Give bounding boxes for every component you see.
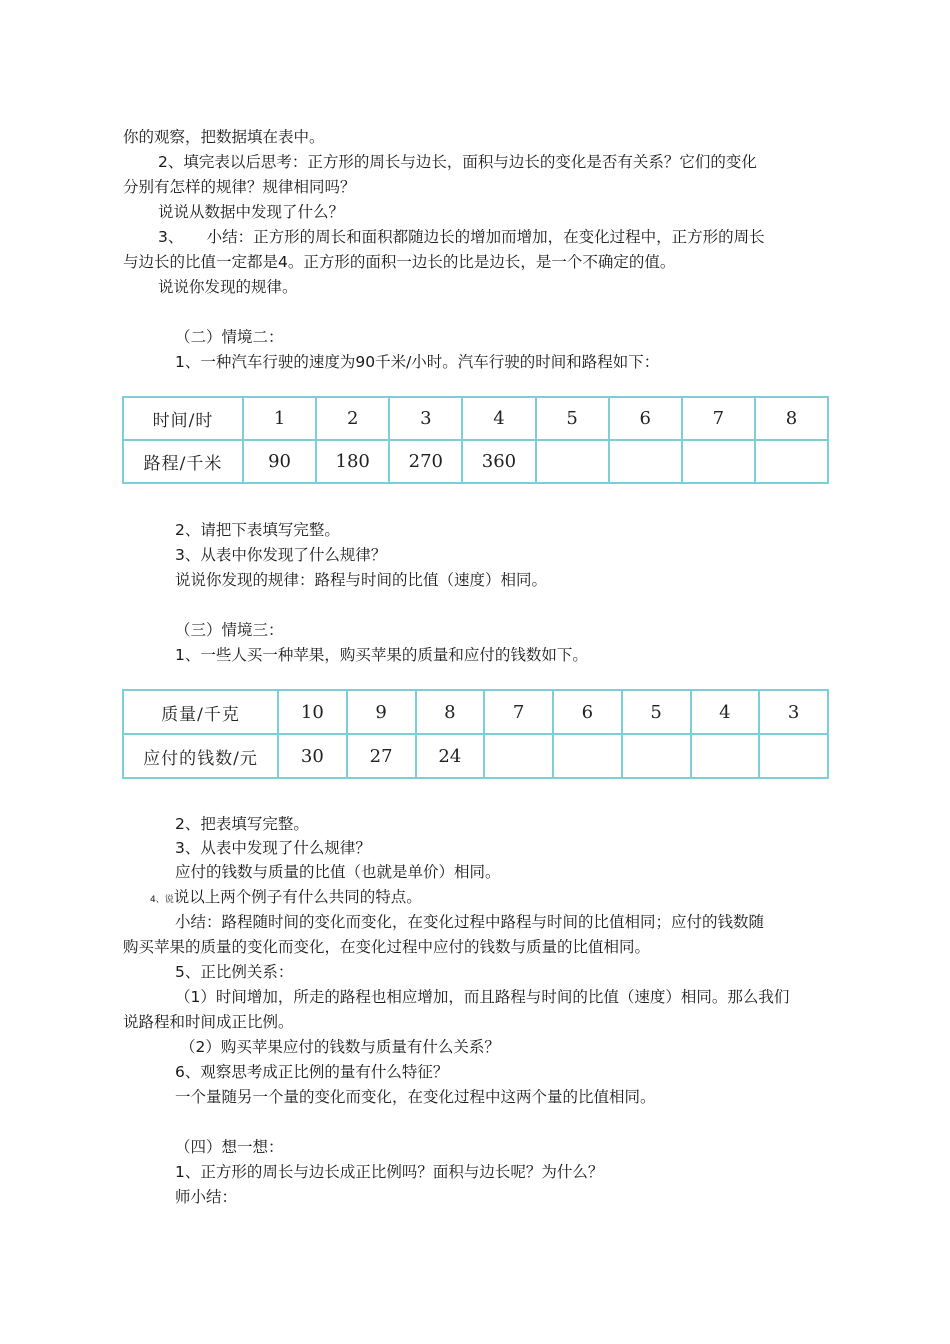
text-line: 与边长的比值一定都是4。正方形的面积一边长的比是边长，是一个不确定的值。: [123, 253, 676, 271]
table-cell: 360: [462, 440, 535, 483]
table-row: [123, 397, 828, 440]
table-cell: 24: [416, 734, 485, 778]
text-line: 1、正方形的周长与边长成正比例吗？面积与边长呢？为什么？: [175, 1163, 604, 1181]
text-line: （2）购买苹果应付的钱数与质量有什么关系？: [180, 1038, 500, 1056]
time-distance-table: [122, 396, 829, 484]
table-cell: [536, 440, 609, 483]
text-line: 2、把表填写完整。: [175, 815, 309, 833]
table-cell: 质量/千克: [123, 690, 278, 734]
table-cell: 90: [243, 440, 316, 483]
table-cell: 27: [347, 734, 416, 778]
text-line: 说说你发现的规律。: [158, 278, 298, 296]
table-cell: 7: [484, 690, 553, 734]
table-cell: 3: [389, 397, 462, 440]
table-cell: [682, 440, 755, 483]
text-line: 分别有怎样的规律？规律相同吗？: [123, 178, 356, 196]
text-line: 说说你发现的规律：路程与时间的比值（速度）相同。: [175, 571, 548, 589]
table-cell: 1: [243, 397, 316, 440]
table-cell: 4: [462, 397, 535, 440]
table-cell: 7: [682, 397, 755, 440]
text-line: 说路程和时间成正比例。: [123, 1013, 294, 1031]
table-cell: 3: [759, 690, 828, 734]
text-line: 小结：路程随时间的变化而变化，在变化过程中路程与时间的比值相同；应付的钱数随: [175, 913, 765, 931]
text-fragment: 说以上两个例子有什么共同的特点。: [173, 888, 422, 906]
text-line: 2、填完表以后思考：正方形的周长与边长，面积与边长的变化是否有关系？它们的变化: [158, 153, 757, 171]
section-heading: （二）情境二：: [175, 328, 284, 346]
table-cell: 4: [691, 690, 760, 734]
table-cell: [609, 440, 682, 483]
table-cell: 10: [278, 690, 347, 734]
text-line: 你的观察，把数据填在表中。: [123, 128, 325, 146]
text-line: 购买苹果的质量的变化而变化，在变化过程中应付的钱数与质量的比值相同。: [123, 938, 651, 956]
text-line: 说说从数据中发现了什么？: [158, 203, 345, 221]
table-cell: [759, 734, 828, 778]
table-cell: 180: [316, 440, 389, 483]
text-line: 2、请把下表填写完整。: [175, 521, 340, 539]
text-line: 6、观察思考成正比例的量有什么特征？: [175, 1063, 449, 1081]
table-cell: 8: [755, 397, 828, 440]
text-line: 1、一种汽车行驶的速度为90千米/小时。汽车行驶的时间和路程如下：: [175, 353, 660, 371]
table-cell: 6: [609, 397, 682, 440]
text-line: 5、正比例关系：: [175, 963, 294, 981]
text-line: 应付的钱数与质量的比值（也就是单价）相同。: [175, 863, 501, 881]
table-cell: [755, 440, 828, 483]
text-line: 师小结：: [175, 1188, 238, 1206]
table-cell: 应付的钱数/元: [123, 734, 278, 778]
table-cell: 时间/时: [123, 397, 243, 440]
table-cell: [691, 734, 760, 778]
text-line: 3、从表中发现了什么规律？: [175, 839, 371, 857]
table-cell: 5: [536, 397, 609, 440]
table-cell: 6: [553, 690, 622, 734]
text-line: 3、从表中你发现了什么规律？: [175, 546, 387, 564]
table-row: [123, 734, 828, 778]
table-cell: [622, 734, 691, 778]
section-heading: （三）情境三：: [175, 621, 284, 639]
weight-price-table: [122, 689, 829, 779]
section-heading: （四）想一想：: [175, 1138, 284, 1156]
text-line: 一个量随另一个量的变化而变化，在变化过程中这两个量的比值相同。: [175, 1088, 656, 1106]
text-line: 3、 小结：正方形的周长和面积都随边长的增加而增加，在变化过程中，正方形的周长: [158, 228, 765, 246]
table-cell: 30: [278, 734, 347, 778]
table-cell: 9: [347, 690, 416, 734]
text-line: [150, 887, 422, 910]
table-cell: 270: [389, 440, 462, 483]
text-line: 1、一些人买一种苹果，购买苹果的质量和应付的钱数如下。: [175, 646, 588, 664]
table-cell: [484, 734, 553, 778]
table-cell: [553, 734, 622, 778]
table-cell: 5: [622, 690, 691, 734]
small-prefix: 4、说: [150, 895, 174, 905]
table-row: [123, 440, 828, 483]
table-cell: 路程/千米: [123, 440, 243, 483]
table-cell: 8: [416, 690, 485, 734]
text-line: （1）时间增加，所走的路程也相应增加，而且路程与时间的比值（速度）相同。那么我们: [175, 988, 790, 1006]
table-cell: 2: [316, 397, 389, 440]
table-row: [123, 690, 828, 734]
